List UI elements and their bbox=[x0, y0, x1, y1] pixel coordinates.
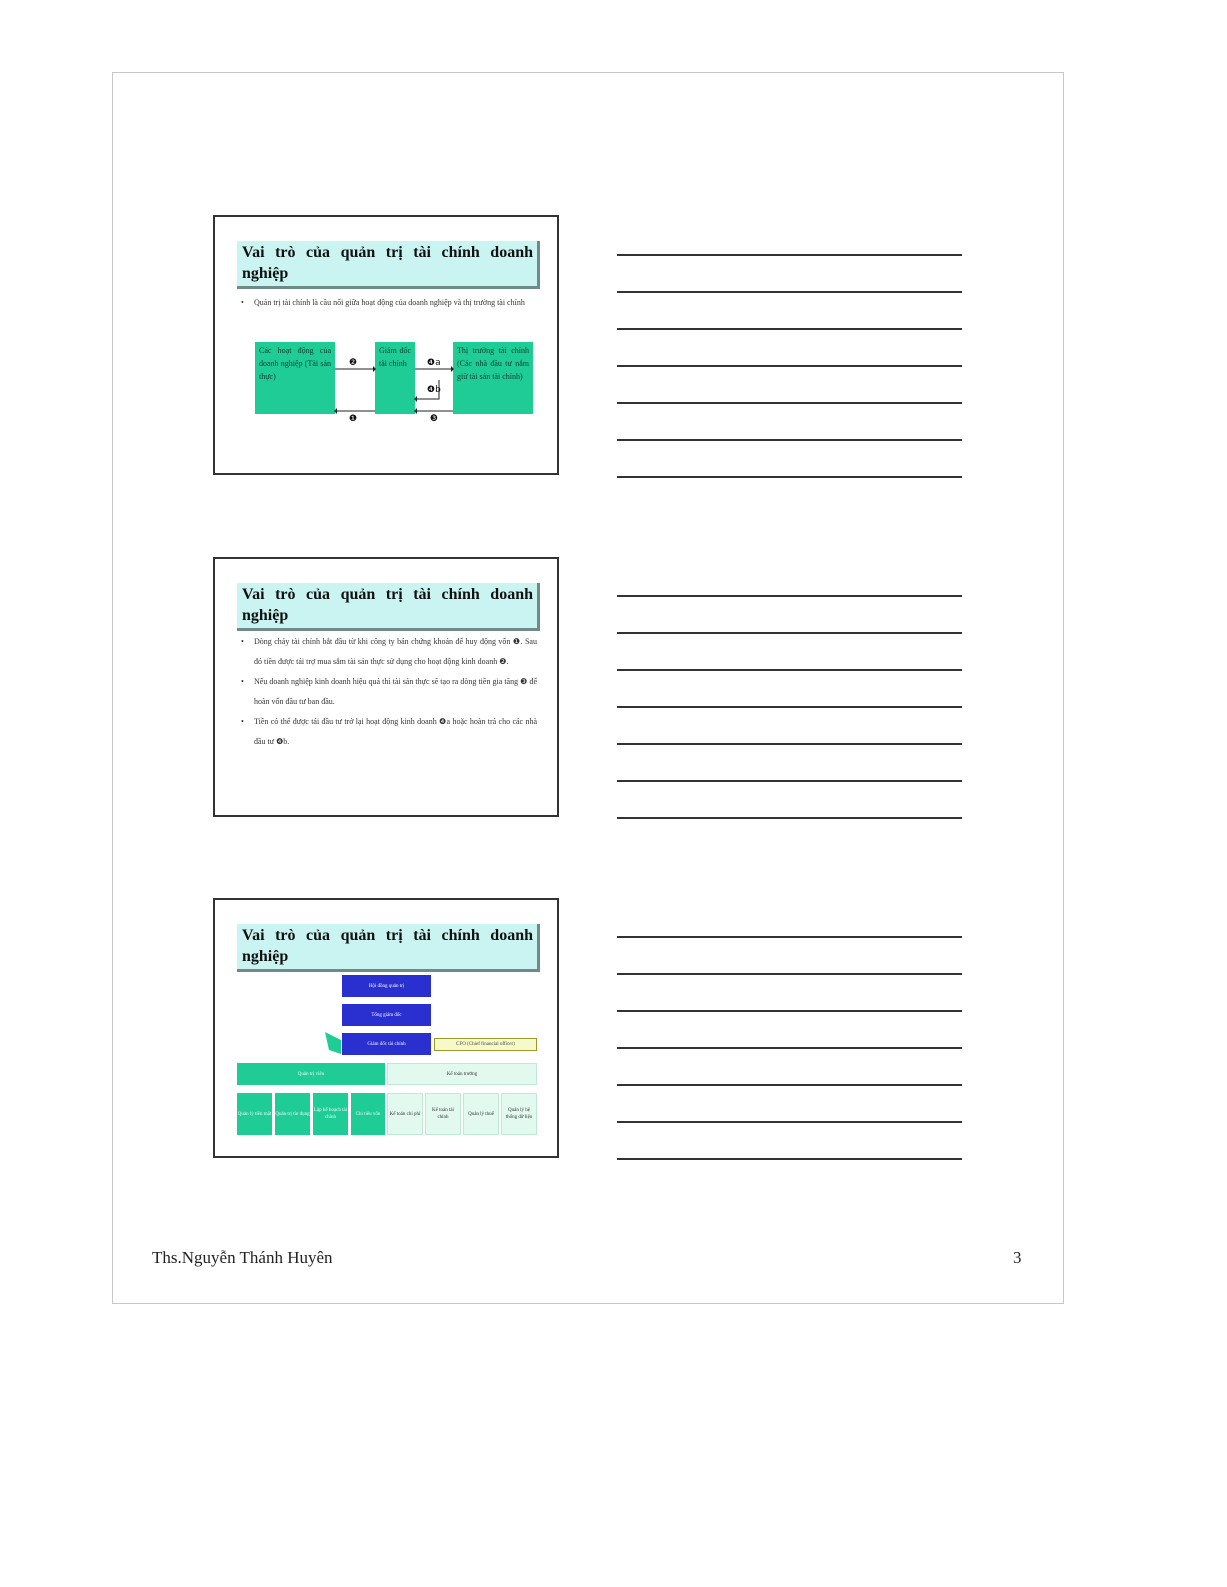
bullet-item: • Quản trị tài chính là cầu nối giữa hoạt động của doanh nghiệp và thị trường tài chính bbox=[241, 298, 525, 307]
slide-1 bbox=[213, 215, 559, 475]
marker-2: ❷ bbox=[349, 358, 358, 368]
slide-title: Vai trò của quản trị tài chính doanh nghiệp bbox=[237, 924, 540, 972]
note-line bbox=[617, 780, 962, 782]
marker-4a: ❹a bbox=[427, 358, 441, 368]
bullet-item: • Dòng chảy tài chính bắt đầu từ khi công ty bán chứng khoán để huy động vốn ❶. Sau đó tiền được tái trợ mua sắm tài sản thực sử dụng cho hoạt động kinh doanh ❷. bbox=[241, 637, 537, 666]
org-unit: Quản lý tiền mặt bbox=[237, 1093, 272, 1135]
org-ceo: Tổng giám đốc bbox=[342, 1004, 431, 1026]
note-line bbox=[617, 439, 962, 441]
note-line bbox=[617, 476, 962, 478]
cfo-note: CFO (Chief financial officer) bbox=[434, 1038, 537, 1051]
box-financial-markets: Thị trường tài chính (Các nhà đầu tư nắm giữ tài sản tài chính) bbox=[453, 342, 533, 414]
org-unit: Lập kế hoạch tài chính bbox=[313, 1093, 348, 1135]
bullet-item: • Nếu doanh nghiệp kinh doanh hiệu quả thì tài sản thực sẽ tạo ra dòng tiền gia tăng ❸ để hoàn vốn đầu tư ban đầu. bbox=[241, 677, 537, 706]
note-line bbox=[617, 1010, 962, 1012]
marker-4b: ❹b bbox=[427, 385, 441, 395]
org-unit: Quản lý thuế bbox=[463, 1093, 499, 1135]
note-line bbox=[617, 1158, 962, 1160]
org-cfo: Giám đốc tài chính bbox=[342, 1033, 431, 1055]
note-line bbox=[617, 254, 962, 256]
note-line bbox=[617, 1121, 962, 1123]
org-board: Hội đồng quản trị bbox=[342, 975, 431, 997]
slide-2 bbox=[213, 557, 559, 817]
box-business-activities: Các hoạt động của doanh nghiệp (Tài sản thực) bbox=[255, 342, 335, 414]
org-unit: Kế toán tài chính bbox=[425, 1093, 461, 1135]
org-unit: Chi tiêu vốn bbox=[351, 1093, 385, 1135]
note-line bbox=[617, 669, 962, 671]
note-line bbox=[617, 595, 962, 597]
note-line bbox=[617, 632, 962, 634]
slide-title: Vai trò của quản trị tài chính doanh nghiệp bbox=[237, 241, 540, 289]
note-line bbox=[617, 817, 962, 819]
box-financial-manager: Giám đốc tài chính bbox=[375, 342, 415, 414]
flow-arrows bbox=[215, 217, 557, 473]
note-line bbox=[617, 291, 962, 293]
note-line bbox=[617, 743, 962, 745]
org-treasurer: Quản trị viên bbox=[237, 1063, 385, 1085]
note-line bbox=[617, 365, 962, 367]
footer-author: Ths.Nguyễn Thánh Huyên bbox=[152, 1248, 333, 1267]
marker-3: ❸ bbox=[430, 414, 439, 424]
note-line bbox=[617, 328, 962, 330]
page-number: 3 bbox=[1013, 1248, 1022, 1267]
note-line bbox=[617, 402, 962, 404]
org-controller: Kế toán trưởng bbox=[387, 1063, 537, 1085]
cfo-pointer-icon bbox=[323, 1030, 343, 1056]
note-line bbox=[617, 936, 962, 938]
org-unit: Kế toán chi phí bbox=[387, 1093, 423, 1135]
org-unit: Quản trị tín dụng bbox=[275, 1093, 310, 1135]
bullet-item: • Tiền có thể được tái đầu tư trở lại hoạt động kinh doanh ❹a hoặc hoàn trả cho các nhà đầu tư ❹b. bbox=[241, 717, 537, 746]
org-unit: Quản lý hệ thống dữ liệu bbox=[501, 1093, 537, 1135]
marker-1: ❶ bbox=[349, 414, 358, 424]
note-line bbox=[617, 1047, 962, 1049]
note-line bbox=[617, 1084, 962, 1086]
note-line bbox=[617, 973, 962, 975]
slide-bullets bbox=[241, 632, 537, 752]
note-line bbox=[617, 706, 962, 708]
slide-title: Vai trò của quản trị tài chính doanh nghiệp bbox=[237, 583, 540, 631]
slide-3 bbox=[213, 898, 559, 1158]
